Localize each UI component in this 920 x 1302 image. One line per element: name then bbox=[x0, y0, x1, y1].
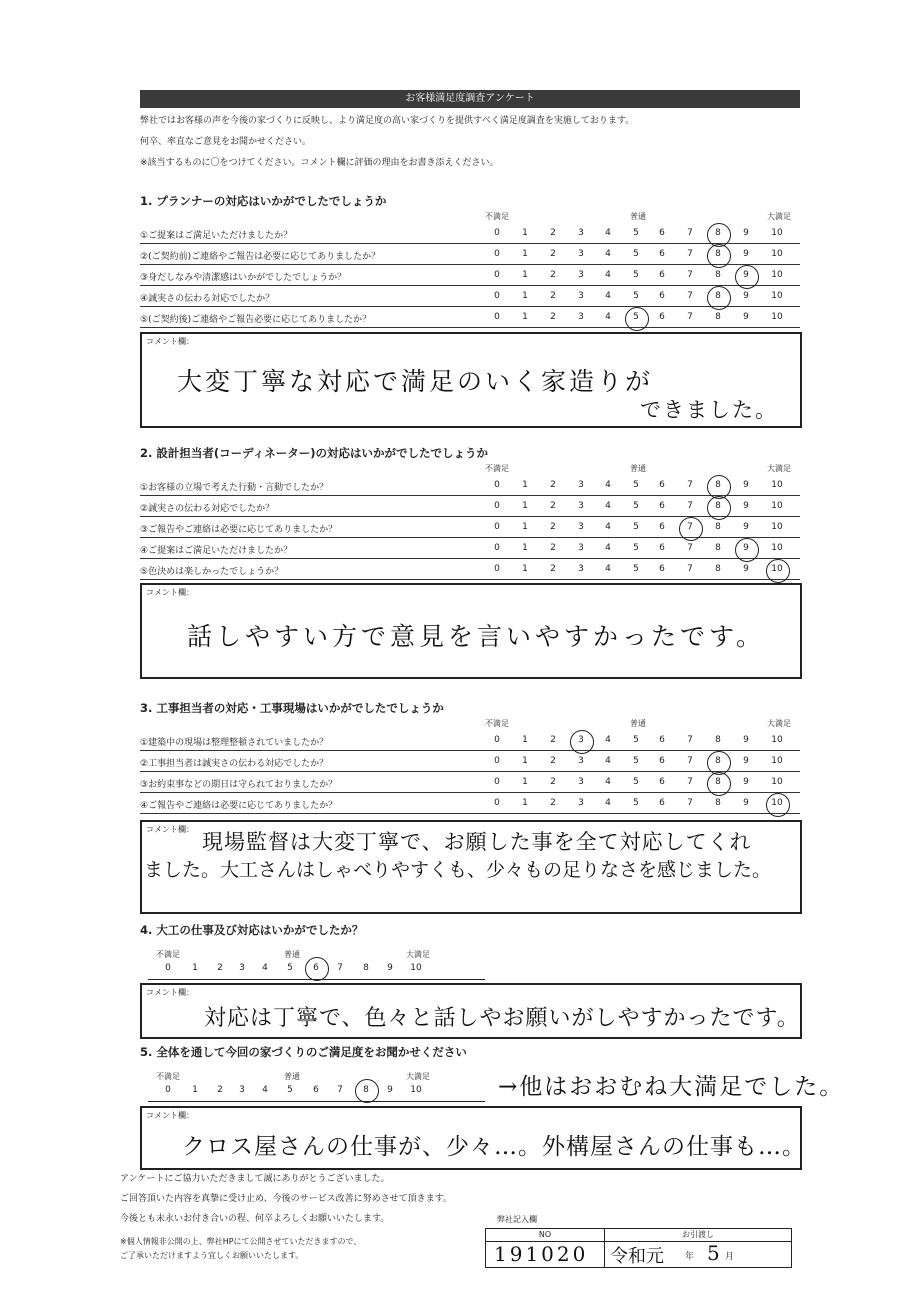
scale-number: 8 bbox=[715, 291, 721, 301]
scale-number: 9 bbox=[743, 543, 749, 553]
comment-label: コメント欄： bbox=[146, 337, 194, 346]
scale-number: 10 bbox=[771, 735, 783, 745]
scale-number: 6 bbox=[659, 735, 665, 745]
scale-number: 8 bbox=[715, 798, 721, 808]
scale-number: 5 bbox=[633, 543, 639, 553]
scale-number: 10 bbox=[771, 480, 783, 490]
scale-number: 5 bbox=[633, 756, 639, 766]
question-row bbox=[140, 517, 800, 538]
section-5-side-note: →他はおおむね大満足でした。 bbox=[498, 1074, 845, 1100]
scale-number: 5 bbox=[633, 480, 639, 490]
question-row bbox=[140, 496, 800, 517]
scale-number: 4 bbox=[605, 564, 611, 574]
scale-number: 1 bbox=[522, 480, 528, 490]
office-use-label: 弊社記入欄 bbox=[497, 1215, 537, 1224]
question-text: ④誠実さの伝わる対応でしたか？ bbox=[140, 294, 275, 304]
scale-number: 6 bbox=[659, 270, 665, 280]
scale-number: 8 bbox=[715, 756, 721, 766]
scale-low-label: 不満足 bbox=[485, 212, 509, 221]
scale-number: 2 bbox=[550, 249, 556, 259]
scale-number: 2 bbox=[550, 777, 556, 787]
scale-number: 6 bbox=[659, 522, 665, 532]
scale-number: 10 bbox=[771, 798, 783, 808]
scale-number: 7 bbox=[687, 522, 693, 532]
scale-number: 10 bbox=[771, 543, 783, 553]
scale-number: 0 bbox=[494, 735, 500, 745]
scale-number: 3 bbox=[578, 522, 584, 532]
scale-number: 4 bbox=[262, 963, 268, 973]
scale-low-label: 不満足 bbox=[485, 464, 509, 473]
question-text: ⑤(ご契約後)ご連絡やご報告必要に応じてありましたか？ bbox=[140, 315, 372, 325]
scale-number: 6 bbox=[659, 291, 665, 301]
scale-number: 1 bbox=[522, 228, 528, 238]
scale-number: 6 bbox=[659, 798, 665, 808]
scale-number: 5 bbox=[633, 798, 639, 808]
scale-number: 9 bbox=[743, 501, 749, 511]
scale-number: 9 bbox=[743, 522, 749, 532]
footer-line-3: 今後とも末永いお付き合いの程、何卒よろしくお願いいたします。 bbox=[120, 1214, 390, 1224]
scale-number: 4 bbox=[605, 777, 611, 787]
scale-number: 6 bbox=[659, 480, 665, 490]
scale-number: 8 bbox=[715, 270, 721, 280]
scale-number: 0 bbox=[494, 501, 500, 511]
question-text: ③身だしなみや清潔感はいかがでしたでしょうか？ bbox=[140, 273, 347, 283]
year-unit: 年 bbox=[685, 1252, 695, 1262]
scale-number: 7 bbox=[687, 543, 693, 553]
question-text: ①ご提案はご満足いただけましたか？ bbox=[140, 231, 293, 241]
scale-number: 8 bbox=[715, 543, 721, 553]
privacy-line-1: ※個人情報非公開の上、弊社HPにて公開させていただきますので、 bbox=[120, 1237, 362, 1246]
delivery-month: 5 bbox=[707, 1241, 720, 1265]
section-5-heading: 5. 全体を通して今回の家づくりのご満足度をお聞かせください bbox=[140, 1045, 467, 1059]
section-5-comment-box bbox=[140, 1106, 806, 1170]
scale-number: 4 bbox=[262, 1085, 268, 1095]
section-5-comment-line-1: クロス屋さんの仕事が、少々…。外構屋さんの仕事も…。 bbox=[182, 1134, 806, 1160]
scale-number: 3 bbox=[578, 249, 584, 259]
scale-number: 10 bbox=[410, 963, 422, 973]
scale-number: 5 bbox=[633, 564, 639, 574]
scale-number: 1 bbox=[522, 735, 528, 745]
scale-number: 2 bbox=[550, 291, 556, 301]
scale-number: 3 bbox=[578, 312, 584, 322]
scale-number: 10 bbox=[771, 270, 783, 280]
scale-number: 0 bbox=[494, 249, 500, 259]
scale-high-label: 大満足 bbox=[767, 212, 791, 221]
scale-number: 7 bbox=[337, 1085, 343, 1095]
scale-number: 5 bbox=[287, 1085, 293, 1095]
intro-line-3: ※該当するものに〇をつけてください。コメント欄に評価の理由をお書き添えください。 bbox=[140, 158, 499, 168]
scale-number: 4 bbox=[605, 270, 611, 280]
section-2-heading: 2. 設計担当者(コーディネーター)の対応はいかがでしたでしょうか bbox=[140, 446, 488, 460]
scale-number: 2 bbox=[217, 963, 223, 973]
scale-number: 7 bbox=[687, 270, 693, 280]
scale-number: 9 bbox=[743, 480, 749, 490]
scale-number: 10 bbox=[771, 291, 783, 301]
selected-score-circle bbox=[305, 957, 329, 981]
scale-number: 4 bbox=[605, 735, 611, 745]
question-text: ③ご報告やご連絡は必要に応じてありましたか？ bbox=[140, 525, 338, 535]
scale-number: 3 bbox=[578, 777, 584, 787]
delivery-cell bbox=[605, 1229, 791, 1267]
comment-label: コメント欄： bbox=[146, 988, 194, 997]
scale-number: 3 bbox=[578, 564, 584, 574]
scale-high-label: 大満足 bbox=[767, 719, 791, 728]
scale-number: 4 bbox=[605, 756, 611, 766]
question-row bbox=[140, 559, 800, 580]
scale-number: 3 bbox=[578, 735, 584, 745]
scale-number: 4 bbox=[605, 543, 611, 553]
scale-number: 7 bbox=[687, 501, 693, 511]
footer-line-1: アンケートにご協力いただきまして誠にありがとうございました。 bbox=[120, 1174, 390, 1184]
question-text: ④ご提案はご満足いただけましたか？ bbox=[140, 546, 293, 556]
question-text: ①建築中の現場は整理整頓されていましたか？ bbox=[140, 738, 329, 748]
section-3-comment-line-1: 現場監督は大変丁寧で、お願した事を全て対応してくれ bbox=[202, 830, 752, 854]
scale-number: 7 bbox=[687, 291, 693, 301]
scale-number: 0 bbox=[494, 564, 500, 574]
scale-mid-label: 普通 bbox=[284, 950, 300, 959]
delivery-label: お引渡し bbox=[605, 1229, 791, 1242]
question-row bbox=[140, 730, 800, 751]
no-label: NO bbox=[486, 1229, 604, 1242]
scale-number: 1 bbox=[522, 501, 528, 511]
scale-number: 2 bbox=[550, 522, 556, 532]
scale-number: 0 bbox=[494, 777, 500, 787]
scale-number: 4 bbox=[605, 312, 611, 322]
intro-line-2: 何卒、率直なご意見をお聞かせください。 bbox=[140, 137, 312, 147]
section-4-comment-line-1: 対応は丁寧で、色々と話しやお願いがしやすかったです。 bbox=[204, 1006, 800, 1031]
comment-label: コメント欄： bbox=[146, 825, 194, 834]
scale-number: 5 bbox=[633, 249, 639, 259]
scale-number: 9 bbox=[387, 1085, 393, 1095]
month-unit: 月 bbox=[725, 1252, 735, 1262]
scale-number: 10 bbox=[771, 312, 783, 322]
scale-number: 0 bbox=[494, 291, 500, 301]
scale-number: 3 bbox=[578, 291, 584, 301]
scale-number: 0 bbox=[494, 228, 500, 238]
section-4-heading: 4. 大工の仕事及び対応はいかがでしたか？ bbox=[140, 923, 364, 937]
scale-number: 9 bbox=[743, 798, 749, 808]
scale-number: 2 bbox=[550, 735, 556, 745]
scale-number: 6 bbox=[659, 777, 665, 787]
scale-number: 2 bbox=[550, 270, 556, 280]
scale-number: 6 bbox=[659, 501, 665, 511]
question-text: ⑤色決めは楽しかったでしょうか？ bbox=[140, 567, 284, 577]
selected-score-circle bbox=[355, 1079, 379, 1103]
scale-mid-label: 普通 bbox=[630, 212, 646, 221]
scale-number: 7 bbox=[687, 249, 693, 259]
scale-number: 5 bbox=[633, 291, 639, 301]
scale-number: 3 bbox=[578, 798, 584, 808]
scale-mid-label: 普通 bbox=[630, 719, 646, 728]
intro-line-1: 弊社ではお客様の声を今後の家づくりに反映し、より満足度の高い家づくりを提供すべく満足度調査を実施しております。 bbox=[140, 116, 635, 126]
scale-number: 0 bbox=[494, 270, 500, 280]
scale-number: 5 bbox=[633, 501, 639, 511]
question-text: ②(ご契約前)ご連絡やご報告は必要に応じてありましたか？ bbox=[140, 252, 381, 262]
scale-number: 1 bbox=[522, 249, 528, 259]
scale-number: 2 bbox=[550, 564, 556, 574]
question-text: ②誠実さの伝わる対応でしたか？ bbox=[140, 504, 275, 514]
scale-number: 4 bbox=[605, 228, 611, 238]
scale-number: 1 bbox=[522, 756, 528, 766]
scale-number: 5 bbox=[633, 228, 639, 238]
scale-number: 5 bbox=[633, 522, 639, 532]
scale-number: 7 bbox=[687, 798, 693, 808]
scale-number: 5 bbox=[287, 963, 293, 973]
scale-number: 3 bbox=[578, 501, 584, 511]
scale-mid-label: 普通 bbox=[284, 1072, 300, 1081]
scale-number: 6 bbox=[313, 963, 319, 973]
scale-number: 10 bbox=[410, 1085, 422, 1095]
scale-high-label: 大満足 bbox=[406, 950, 430, 959]
scale-number: 8 bbox=[715, 228, 721, 238]
scale-number: 1 bbox=[522, 543, 528, 553]
question-row bbox=[140, 244, 800, 265]
no-cell bbox=[486, 1229, 605, 1267]
scale-number: 3 bbox=[239, 963, 245, 973]
scale-number: 10 bbox=[771, 228, 783, 238]
scale-number: 9 bbox=[743, 228, 749, 238]
scale-number: 2 bbox=[550, 798, 556, 808]
section-1-comment-box bbox=[140, 332, 802, 428]
scale-number: 0 bbox=[165, 963, 171, 973]
scale-high-label: 大満足 bbox=[767, 464, 791, 473]
scale-number: 3 bbox=[578, 480, 584, 490]
scale-number: 4 bbox=[605, 501, 611, 511]
section-3-heading: 3. 工事担当者の対応・工事現場はいかがでしたでしょうか bbox=[140, 701, 444, 715]
scale-number: 4 bbox=[605, 522, 611, 532]
scale-number: 7 bbox=[687, 228, 693, 238]
scale-number: 5 bbox=[633, 312, 639, 322]
scale-number: 8 bbox=[715, 735, 721, 745]
scale-number: 6 bbox=[659, 228, 665, 238]
comment-label: コメント欄： bbox=[146, 1111, 194, 1120]
scale-number: 7 bbox=[687, 480, 693, 490]
office-use-box bbox=[485, 1228, 792, 1268]
scale-number: 2 bbox=[550, 756, 556, 766]
scale-number: 1 bbox=[522, 522, 528, 532]
scale-number: 1 bbox=[192, 1085, 198, 1095]
question-row bbox=[140, 307, 800, 328]
question-text: ③お約束事などの期日は守られておりましたか？ bbox=[140, 780, 338, 790]
question-row bbox=[140, 265, 800, 286]
scale-number: 4 bbox=[605, 798, 611, 808]
scale-number: 1 bbox=[522, 564, 528, 574]
scale-number: 8 bbox=[715, 522, 721, 532]
scale-number: 4 bbox=[605, 480, 611, 490]
scale-number: 10 bbox=[771, 249, 783, 259]
scale-number: 9 bbox=[743, 756, 749, 766]
scale-number: 9 bbox=[387, 963, 393, 973]
scale-number: 2 bbox=[550, 480, 556, 490]
section-3-comment-line-2: ました。大工さんはしゃべりやすくも、少々もの足りなさを感じました。 bbox=[144, 859, 772, 881]
section-1-heading: 1. プランナーの対応はいかがでしたでしょうか bbox=[140, 194, 387, 208]
scale-number: 6 bbox=[659, 564, 665, 574]
scale-number: 9 bbox=[743, 777, 749, 787]
scale-number: 8 bbox=[715, 480, 721, 490]
scale-number: 7 bbox=[337, 963, 343, 973]
scale-number: 7 bbox=[687, 735, 693, 745]
scale-number: 10 bbox=[771, 501, 783, 511]
section-4-comment-box bbox=[140, 983, 802, 1039]
scale-number: 3 bbox=[578, 228, 584, 238]
scale-number: 6 bbox=[659, 756, 665, 766]
scale-number: 5 bbox=[633, 270, 639, 280]
section-2-comment-line-1: 話しやすい方で意見を言いやすかったです。 bbox=[187, 622, 766, 651]
scale-number: 10 bbox=[771, 564, 783, 574]
scale-number: 8 bbox=[715, 312, 721, 322]
scale-number: 2 bbox=[217, 1085, 223, 1095]
footer-line-2: ご回答頂いた内容を真摯に受け止め、今後のサービス改善に努めさせて頂きます。 bbox=[120, 1194, 452, 1204]
scale-number: 0 bbox=[494, 543, 500, 553]
scale-number: 1 bbox=[522, 312, 528, 322]
scale-number: 6 bbox=[659, 249, 665, 259]
scale-number: 7 bbox=[687, 312, 693, 322]
scale-number: 7 bbox=[687, 777, 693, 787]
question-row bbox=[140, 793, 800, 814]
selected-score-circle bbox=[625, 307, 649, 331]
selected-score-circle bbox=[766, 559, 790, 583]
delivery-era: 令和元 bbox=[610, 1246, 664, 1267]
scale-number: 6 bbox=[313, 1085, 319, 1095]
scale-number: 7 bbox=[687, 756, 693, 766]
scale-number: 2 bbox=[550, 312, 556, 322]
scale-number: 9 bbox=[743, 564, 749, 574]
scale-number: 10 bbox=[771, 756, 783, 766]
scale-number: 1 bbox=[522, 777, 528, 787]
scale-number: 0 bbox=[494, 798, 500, 808]
scale-low-label: 不満足 bbox=[485, 719, 509, 728]
scale-number: 0 bbox=[494, 756, 500, 766]
question-row bbox=[140, 751, 800, 772]
scale-high-label: 大満足 bbox=[406, 1072, 430, 1081]
scale-number: 4 bbox=[605, 291, 611, 301]
question-row bbox=[140, 475, 800, 496]
scale-number: 3 bbox=[578, 756, 584, 766]
scale-low-label: 不満足 bbox=[156, 1072, 180, 1081]
scale-number: 10 bbox=[771, 777, 783, 787]
scale-underline bbox=[148, 1101, 485, 1102]
scale-number: 6 bbox=[659, 543, 665, 553]
section-3-comment-box bbox=[140, 820, 802, 914]
scale-number: 10 bbox=[771, 522, 783, 532]
no-value: 191020 bbox=[494, 1242, 589, 1266]
scale-number: 1 bbox=[522, 270, 528, 280]
scale-number: 8 bbox=[363, 963, 369, 973]
privacy-line-2: ご了承いただけますよう宜しくお願いいたします。 bbox=[120, 1251, 304, 1260]
scale-number: 3 bbox=[578, 270, 584, 280]
scale-number: 3 bbox=[239, 1085, 245, 1095]
section-1-comment-line-1: 大変丁寧な対応で満足のいく家造りが bbox=[177, 367, 654, 396]
question-text: ④ご報告やご連絡は必要に応じてありましたか？ bbox=[140, 801, 338, 811]
scale-number: 4 bbox=[605, 249, 611, 259]
comment-label: コメント欄： bbox=[146, 588, 194, 597]
scale-number: 5 bbox=[633, 777, 639, 787]
scale-number: 6 bbox=[659, 312, 665, 322]
scale-number: 2 bbox=[550, 543, 556, 553]
scale-number: 0 bbox=[494, 312, 500, 322]
scale-number: 0 bbox=[494, 522, 500, 532]
scale-number: 8 bbox=[363, 1085, 369, 1095]
selected-score-circle bbox=[766, 793, 790, 817]
section-2-comment-box bbox=[140, 583, 802, 679]
scale-number: 9 bbox=[743, 249, 749, 259]
scale-number: 2 bbox=[550, 228, 556, 238]
scale-number: 9 bbox=[743, 312, 749, 322]
scale-number: 1 bbox=[522, 798, 528, 808]
scale-low-label: 不満足 bbox=[156, 950, 180, 959]
scale-mid-label: 普通 bbox=[630, 464, 646, 473]
scale-number: 0 bbox=[494, 480, 500, 490]
question-text: ②工事担当者は誠実さの伝わる対応でしたか？ bbox=[140, 759, 329, 769]
question-row bbox=[140, 538, 800, 559]
scale-underline bbox=[148, 979, 485, 980]
question-row bbox=[140, 772, 800, 793]
scale-number: 5 bbox=[633, 735, 639, 745]
scale-number: 9 bbox=[743, 291, 749, 301]
scale-number: 8 bbox=[715, 777, 721, 787]
question-text: ①お客様の立場で考えた行動・言動でしたか？ bbox=[140, 483, 329, 493]
scale-number: 3 bbox=[578, 543, 584, 553]
scale-number: 9 bbox=[743, 735, 749, 745]
scale-number: 7 bbox=[687, 564, 693, 574]
scale-number: 1 bbox=[522, 291, 528, 301]
scale-number: 8 bbox=[715, 564, 721, 574]
survey-title: お客様満足度調査アンケート bbox=[140, 90, 800, 108]
scale-number: 8 bbox=[715, 249, 721, 259]
scale-number: 2 bbox=[550, 501, 556, 511]
scale-number: 8 bbox=[715, 501, 721, 511]
question-row bbox=[140, 223, 800, 244]
section-1-comment-line-2: できました。 bbox=[640, 398, 778, 422]
question-row bbox=[140, 286, 800, 307]
scale-number: 9 bbox=[743, 270, 749, 280]
scale-number: 0 bbox=[165, 1085, 171, 1095]
scale-number: 1 bbox=[192, 963, 198, 973]
